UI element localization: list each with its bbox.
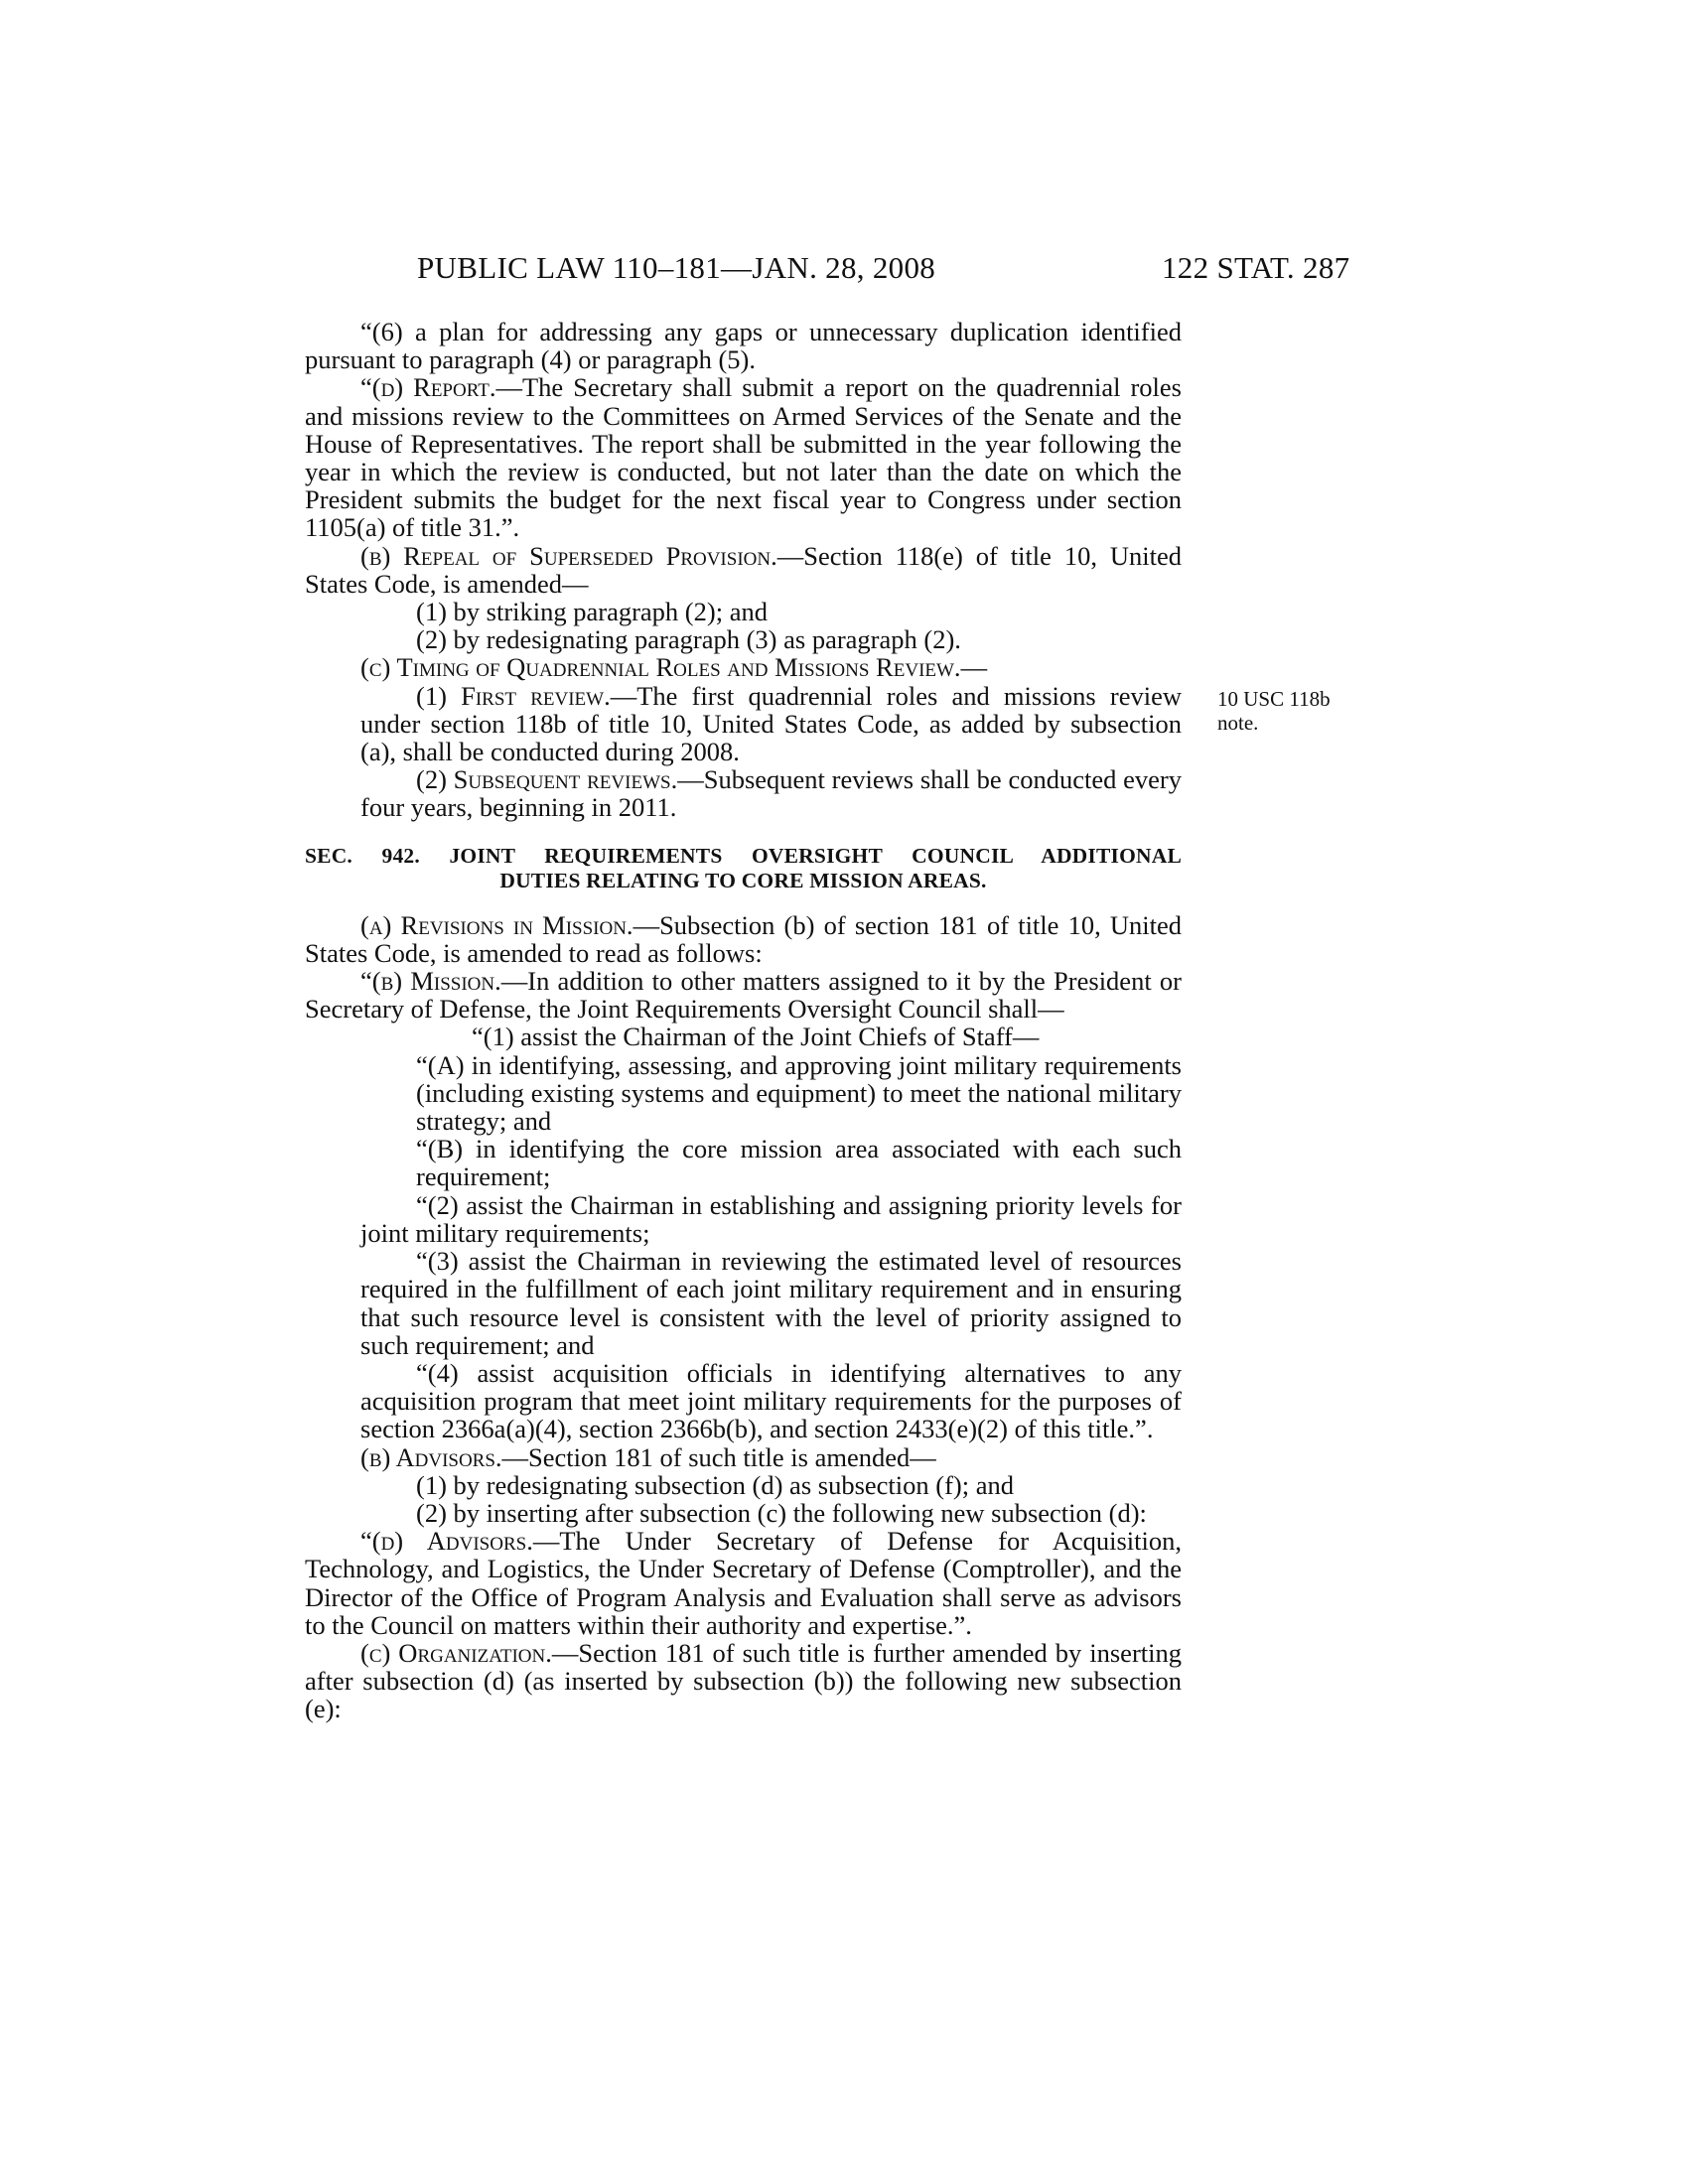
sec942-c-heading: (c) Organization. [360, 1637, 552, 1668]
margin-note [1217, 687, 1366, 735]
sec942-subsection-b: (b) Advisors.—Section 181 of such title is amended— [360, 1441, 936, 1472]
sec942-mission-heading: “(b) Mission. [360, 966, 501, 997]
mission-clause-1: “(1) assist the Chairman of the Joint Chiefs of Staff— [472, 1022, 1040, 1052]
mission-clause-4: “(4) assist acquisition officials in identifying alternatives to any acquisition program that meet joint military requirements for the purposes of section 2366a(a)(4), section 2366b(b), and section 2433(e)(2) of this title.”. [360, 1357, 1182, 1444]
sec942-advisors-heading: “(d) Advisors. [360, 1526, 533, 1557]
clause-b1: (1) by striking paragraph (2); and [416, 597, 768, 627]
subsection-d-report: “(d) Report.—The Secretary shall submit a report on the quadrennial roles and missions review to the Committees on Armed Services of the Senate and the House of Representatives. The report shall be submitted in the year following the year in which the review is conducted, but not later than the date on which the President submits the budget for the next fiscal year to Congress under section 1105(a) of title 31.”. [305, 372, 1182, 543]
body-text [305, 318, 1182, 1723]
sec942-a-heading: (a) Revisions in Mission. [360, 909, 633, 940]
section-heading-line-1: SEC. 942. JOINT REQUIREMENTS OVERSIGHT COUNCIL ADDITIONAL [305, 843, 1182, 868]
subsection-c-timing: (c) Timing of Quadrennial Roles and Missions Review.— [360, 652, 988, 683]
clause-c1: (1) First review.—The first quadrennial roles and missions review under section 118b of title 10, United States Code, as added by subsection (a), shall be conducted during 2008. [360, 680, 1182, 767]
clause-c2-heading: (2) Subsequent reviews. [416, 764, 678, 795]
section-942-heading [305, 844, 1182, 893]
public-law-heading: PUBLIC LAW 110–181—JAN. 28, 2008 [417, 250, 936, 285]
subsection-c-heading: (c) Timing of Quadrennial Roles and Missions Review. [360, 652, 961, 683]
page-header [0, 250, 1688, 290]
paragraph-6: “(6) a plan for addressing any gaps or unnecessary duplication identified pursuant to paragraph (4) or paragraph (5). [305, 317, 1182, 375]
sec942-mission: “(b) Mission.—In addition to other matters assigned to it by the President or Secretary of Defense, the Joint Requirements Oversight Council shall— [305, 966, 1182, 1024]
clause-c2: (2) Subsequent reviews.—Subsequent reviews shall be conducted every four years, beginning in 2011. [360, 764, 1182, 823]
sec942-b-heading: (b) Advisors. [360, 1441, 502, 1472]
subsection-b-repeal: (b) Repeal of Superseded Provision.—Section 118(e) of title 10, United States Code, is amended— [305, 540, 1183, 599]
margin-note-citation: 10 USC 118b [1217, 687, 1331, 711]
sec942-subsection-c: (c) Organization.—Section 181 of such title is further amended by inserting after subsection (d) (as inserted by subsection (b)) the following new subsection (e): [305, 1637, 1182, 1724]
clause-b2: (2) by redesignating paragraph (3) as paragraph (2). [416, 624, 961, 655]
sec942-subsection-a: (a) Revisions in Mission.—Subsection (b) of section 181 of title 10, United States Code, is amended to read as follows: [305, 909, 1182, 968]
mission-clause-1a: “(A) in identifying, assessing, and approving joint military requirements (including existing systems and equipment) to meet the national military strategy; and [416, 1049, 1182, 1137]
mission-clause-1b: “(B) in identifying the core mission area associated with each such requirement; [416, 1134, 1182, 1192]
section-heading-line-2: DUTIES RELATING TO CORE MISSION AREAS. [499, 868, 987, 892]
clause-c1-heading: (1) First review. [416, 680, 611, 711]
statute-page-number: 122 STAT. 287 [1162, 250, 1350, 285]
mission-clause-3: “(3) assist the Chairman in reviewing the estimated level of resources required in the fulfillment of each joint military requirement and in ensuring that such resource level is consistent with the level of priority assigned to such requirement; and [360, 1246, 1182, 1360]
mission-clause-2: “(2) assist the Chairman in establishing and assigning priority levels for joint military requirements; [360, 1189, 1182, 1248]
sec942-clause-b1: (1) by redesignating subsection (d) as subsection (f); and [416, 1469, 1014, 1500]
margin-note-label: note. [1217, 711, 1259, 735]
sec942-clause-b2: (2) by inserting after subsection (c) the following new subsection (d): [416, 1497, 1147, 1528]
subsection-b-heading: (b) Repeal of Superseded Provision. [360, 540, 777, 571]
sec942-advisors: “(d) Advisors.—The Under Secretary of Defense for Acquisition, Technology, and Logistics, the Under Secretary of Defense (Comptroller), and the Director of the Office of Program Analysis and Evaluation shall serve as advisors to the Council on matters within their authority and expertise.”. [305, 1526, 1182, 1640]
subsection-d-heading: “(d) Report. [360, 372, 496, 403]
